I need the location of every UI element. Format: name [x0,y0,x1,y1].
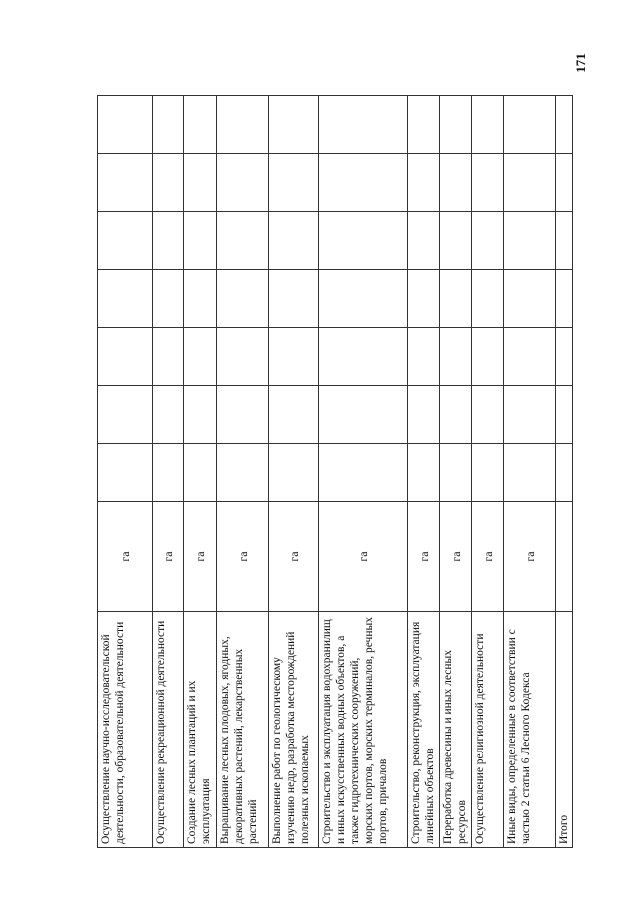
row-unit [556,502,573,612]
row-unit: га [269,502,319,612]
table-row [184,96,217,848]
table-row [217,96,269,848]
row-label: Итого [556,612,573,848]
row-label: Создание лесных плантаций и их эксплуатация [184,612,217,848]
row-unit: га [98,502,153,612]
table-row [504,96,556,848]
table-row [440,96,472,848]
row-unit: га [153,502,184,612]
row-label: Осуществление религиозной деятельности [472,612,504,848]
table-row [269,96,319,848]
forest-use-table [97,95,573,848]
row-label: Выполнение работ по геологическому изучению недр, разработка месторождений полезных ископаемых [269,612,319,848]
row-unit: га [319,502,408,612]
table-row [98,96,153,848]
row-label: Строительство и эксплуатация водохранилищ и иных искусственных водных объектов, а также гидротехнических сооружений, морских портов, морских терминалов, речных портов, причалов [319,612,408,848]
row-unit: га [184,502,217,612]
row-unit: га [408,502,440,612]
row-unit: га [217,502,269,612]
row-label: Иные виды, определенные в соответствии с частью 2 статьи 6 Лесного Кодекса [504,612,556,848]
row-unit: га [440,502,472,612]
row-label: Осуществление научно-исследовательской деятельности, образовательной деятельности [98,612,153,848]
row-unit: га [472,502,504,612]
table-row [556,96,573,848]
table-row [472,96,504,848]
page-number: 171 [573,53,588,73]
rotated-page [97,28,570,848]
row-label: Строительство, реконструкция, эксплуатация линейных объектов [408,612,440,848]
row-label: Осуществление рекреационной деятельности [153,612,184,848]
table-row [153,96,184,848]
table-row [319,96,408,848]
row-unit: га [504,502,556,612]
row-label: Переработка древесины и иных лесных ресурсов [440,612,472,848]
row-label: Выращивание лесных плодовых, ягодных, декоративных растений, лекарственных растений [217,612,269,848]
table-row [408,96,440,848]
